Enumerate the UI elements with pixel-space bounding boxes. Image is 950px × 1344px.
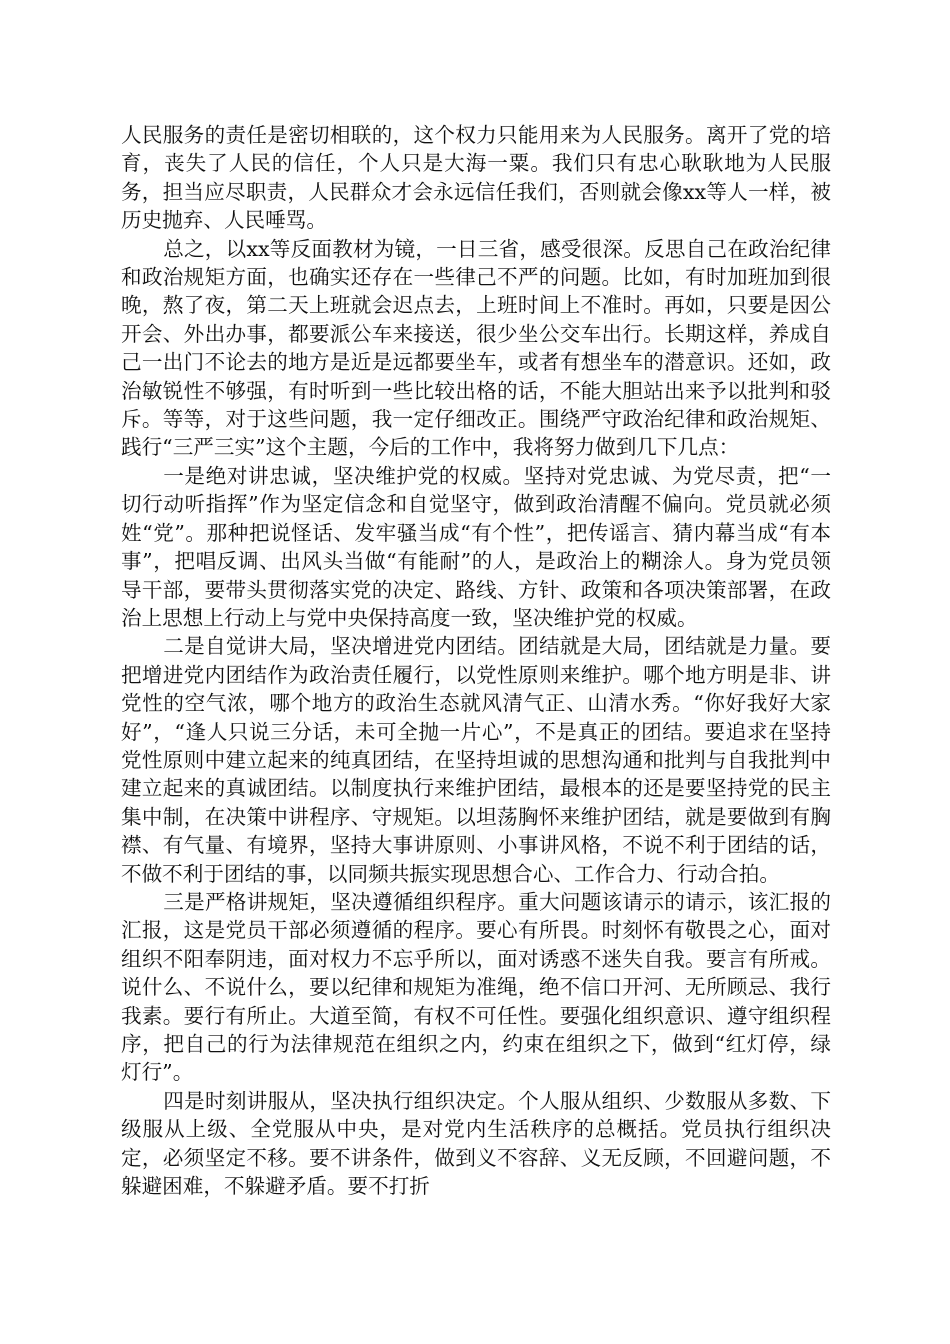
paragraph-summary: 总之，以xx等反面教材为镜，一日三省，感受很深。反思自己在政治纪律和政治规矩方面，也确实还存在一些律己不严的问题。比如，有时加班加到很晚，熬了夜，第二天上班就会迟点去，上班时间上不准时。再如，只要是因公开会、外出办事，都要派公车来接送，很少坐公交车出行。长期这样，养成自己一出门不论去的地方是近是远都要坐车，或者有想坐车的潜意识。还如，政治敏锐性不够强，有时听到一些比较出格的话，不能大胆站出来予以批判和驳斥。等等，对于这些问题，我一定仔细改正。围绕严守政治纪律和政治规矩、践行“三严三实”这个主题，今后的工作中，我将努力做到几下几点： [121, 236, 831, 460]
paragraph-continuation: 人民服务的责任是密切相联的，这个权力只能用来为人民服务。离开了党的培育，丧失了人民的信任，个人只是大海一粟。我们只有忠心耿耿地为人民服务，担当应尽职责，人民群众才会永远信任我们，否则就会像xx等人一样，被历史抛弃、人民唾骂。 [121, 123, 831, 233]
paragraph-point-one: 一是绝对讲忠诚，坚决维护党的权威。坚持对党忠诚、为党尽责，把“一切行动听指挥”作为坚定信念和自觉坚守，做到政治清醒不偏向。党员就必须姓“党”。那种把说怪话、发牢骚当成“有个性”，把传谣言、猜内幕当成“有本事”，把唱反调、出风头当做“有能耐”的人，是政治上的糊涂人。身为党员领导干部，要带头贯彻落实党的决定、路线、方针、政策和各项决策部署，在政治上思想上行动上与党中央保持高度一致，坚决维护党的权威。 [121, 463, 831, 630]
paragraph-point-three: 三是严格讲规矩，坚决遵循组织程序。重大问题该请示的请示，该汇报的汇报，这是党员干部必须遵循的程序。要心有所畏。时刻怀有敬畏之心，面对组织不阳奉阴违，面对权力不忘乎所以，面对诱惑不迷失自我。要言有所戒。说什么、不说什么，要以纪律和规矩为准绳，绝不信口开河、无所顾忌、我行我素。要行有所止。大道至简，有权不可任性。要强化组织意识、遵守组织程序，把自己的行为法律规范在组织之内，约束在组织之下，做到“红灯停，绿灯行”。 [121, 889, 831, 1085]
paragraph-point-two: 二是自觉讲大局，坚决增进党内团结。团结就是大局，团结就是力量。要把增进党内团结作为政治责任履行，以党性原则来维护。哪个地方明是非、讲党性的空气浓，哪个地方的政治生态就风清气正、山清水秀。“你好我好大家好”，“逢人只说三分话，未可全抛一片心”，不是真正的团结。要追求在坚持党性原则中建立起来的纯真团结，在坚持坦诚的思想沟通和批判与自我批判中建立起来的真诚团结。以制度执行来维护团结，最根本的还是要坚持党的民主集中制，在决策中讲程序、守规矩。以坦荡胸怀来维护团结，就是要做到有胸襟、有气量、有境界，坚持大事讲原则、小事讲风格，不说不利于团结的话，不做不利于团结的事，以同频共振实现思想合心、工作合力、行动合拍。 [121, 634, 831, 886]
document-body [121, 121, 831, 1200]
paragraph-point-four: 四是时刻讲服从，坚决执行组织决定。个人服从组织、少数服从多数、下级服从上级、全党服从中央，是对党内生活秩序的总概括。党员执行组织决定，必须坚定不移。要不讲条件，做到义不容辞、义无反顾，不回避问题，不躲避困难，不躲避矛盾。要不打折 [121, 1088, 831, 1199]
